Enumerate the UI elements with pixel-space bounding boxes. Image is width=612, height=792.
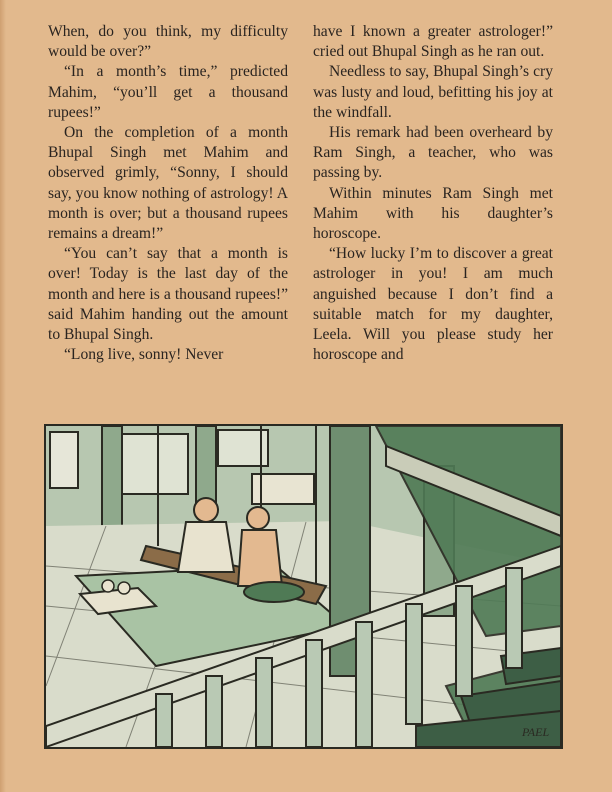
paragraph: “You can’t say that a month is over! Today is the last day of the month and here is a thousand rupees!” said Mahim handing out the amount to Bhupal Singh. <box>48 245 288 344</box>
paragraph: On the completion of a month Bhupal Singh met Mahim and observed grimly, “Sonny, I should say, you know nothing of astrology! A month is over; but a thousand rupees remains a dream!” <box>48 124 288 243</box>
pot <box>102 580 114 592</box>
paragraph: His remark had been overheard by Ram Singh, a teacher, who was passing by. <box>313 124 553 182</box>
paragraph: “How lucky I’m to discover a great astrologer in you! I am much anguished because I don’t find a suitable match for my daughter, Leela. Will you please study her horoscope and <box>313 245 553 364</box>
paragraph: have I known a greater astrologer!” cried out Bhupal Singh as he ran out. <box>313 23 553 61</box>
wall-painting <box>118 434 188 494</box>
right-text-column <box>313 22 553 365</box>
man-head <box>194 498 218 522</box>
paragraph: Within minutes Ram Singh met Mahim with his daughter’s horoscope. <box>313 184 553 243</box>
left-text-column <box>48 22 288 365</box>
page-edge <box>0 0 6 792</box>
paragraph: “Long live, sonny! Never <box>64 346 224 364</box>
artist-signature: PAEL <box>522 725 550 739</box>
paragraph: When, do you think, my difficulty would be over?” <box>48 23 288 61</box>
interior-scene-drawing <box>46 426 561 747</box>
pillar <box>102 426 122 534</box>
cushion <box>244 582 304 602</box>
paragraph: “In a month’s time,” predicted Mahim, “you’ll get a thousand rupees!” <box>48 63 288 121</box>
pot <box>118 582 130 594</box>
man-body <box>178 522 234 572</box>
story-illustration <box>44 424 563 749</box>
paragraph: Needless to say, Bhupal Singh’s cry was lusty and loud, befitting his joy at the windfall. <box>313 63 553 121</box>
wall-panel <box>50 432 78 488</box>
boy-head <box>247 507 269 529</box>
boy-body <box>238 530 282 586</box>
